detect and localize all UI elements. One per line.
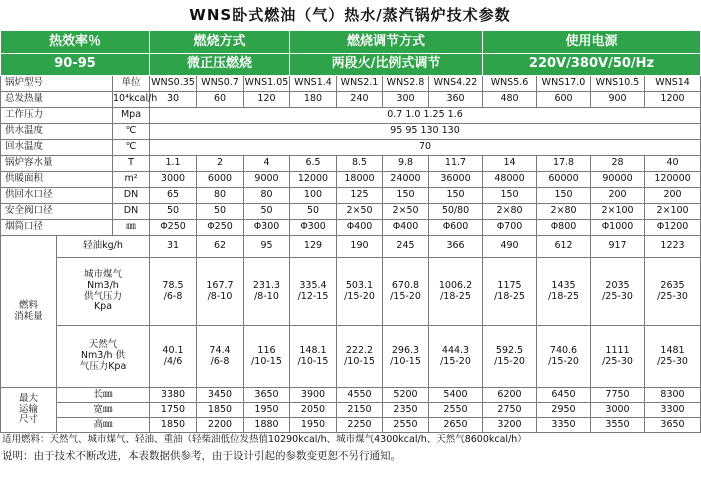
table-row xyxy=(1,418,701,433)
value-cell: 200 xyxy=(645,188,701,204)
value-cell: 1435 /18-25 xyxy=(537,258,591,326)
value-cell: 6000 xyxy=(197,172,244,188)
table-row xyxy=(1,188,701,204)
header-cell: 使用电源 xyxy=(483,31,701,54)
value-cell: 129 xyxy=(290,236,337,258)
table-row xyxy=(1,236,701,258)
row-label: 供水温度 xyxy=(1,124,113,140)
table-row xyxy=(1,258,701,326)
value-cell: 1880 xyxy=(244,418,290,433)
value-cell: 240 xyxy=(337,92,383,108)
model-cell: WNS0.7 xyxy=(197,76,244,92)
value-cell: 190 xyxy=(337,236,383,258)
model-cell: WNS10.5 xyxy=(591,76,645,92)
value-cell: 50 xyxy=(150,204,197,220)
row-label: 烟筒口径 xyxy=(1,220,113,236)
value-cell: 1175 /18-25 xyxy=(483,258,537,326)
value-cell: Φ700 xyxy=(483,220,537,236)
unit-cell: m² xyxy=(113,172,150,188)
value-cell: 95 95 130 130 xyxy=(150,124,701,140)
row-label: 回水温度 xyxy=(1,140,113,156)
value-cell: 9.8 xyxy=(383,156,429,172)
row-label: 锅炉容水量 xyxy=(1,156,113,172)
value-cell: 600 xyxy=(537,92,591,108)
value-cell: 3380 xyxy=(150,388,197,403)
value-cell: 917 xyxy=(591,236,645,258)
model-cell: WNS1.4 xyxy=(290,76,337,92)
value-cell: 3550 xyxy=(591,418,645,433)
value-cell: 2550 xyxy=(429,403,483,418)
value-cell: 1950 xyxy=(244,403,290,418)
model-cell: WNS17.0 xyxy=(537,76,591,92)
value-cell: 2950 xyxy=(537,403,591,418)
value-cell: 3350 xyxy=(537,418,591,433)
value-cell: 31 xyxy=(150,236,197,258)
value-cell: 36000 xyxy=(429,172,483,188)
value-cell: 95 xyxy=(244,236,290,258)
value-cell: 670.8 /15-20 xyxy=(383,258,429,326)
value-cell: 200 xyxy=(591,188,645,204)
value-cell: 2×50 xyxy=(337,204,383,220)
page-title: WNS卧式燃油（气）热水/蒸汽锅炉技术参数 xyxy=(189,6,511,24)
row-label: 高㎜ xyxy=(57,418,150,433)
row-label: 锅炉型号 xyxy=(1,76,113,92)
value-cell: Φ400 xyxy=(383,220,429,236)
table-row xyxy=(1,92,701,108)
value-cell: 3300 xyxy=(645,403,701,418)
table-row xyxy=(1,140,701,156)
value-cell: 296.3 /10-15 xyxy=(383,326,429,388)
model-cell: WNS14 xyxy=(645,76,701,92)
value-cell: 2200 xyxy=(197,418,244,433)
model-cell: WNS2.8 xyxy=(383,76,429,92)
table-row xyxy=(1,54,701,76)
value-cell: 5200 xyxy=(383,388,429,403)
value-cell: Φ1000 xyxy=(591,220,645,236)
value-cell: 300 xyxy=(383,92,429,108)
value-cell: 12000 xyxy=(290,172,337,188)
value-cell: 2550 xyxy=(383,418,429,433)
unit-cell: ㎜ xyxy=(113,220,150,236)
value-cell: 360 xyxy=(429,92,483,108)
value-cell: Φ300 xyxy=(244,220,290,236)
value-cell: Φ600 xyxy=(429,220,483,236)
table-row xyxy=(1,204,701,220)
header-value-cell: 两段火/比例式调节 xyxy=(290,54,483,76)
row-label: 安全阀口径 xyxy=(1,204,113,220)
value-cell: 2635 /25-30 xyxy=(645,258,701,326)
value-cell: Φ800 xyxy=(537,220,591,236)
value-cell: 335.4 /12-15 xyxy=(290,258,337,326)
applicable-fuel-note: 适用燃料：天然气、城市煤气、轻油、重油（轻柴油低位发热值10290kcal/h、城市煤气4300kcal/h、天然气8600kcal/h） xyxy=(2,434,527,445)
value-cell: 2 xyxy=(197,156,244,172)
header-cell: 热效率％ xyxy=(1,31,150,54)
table-row xyxy=(1,220,701,236)
unit-cell: DN xyxy=(113,204,150,220)
value-cell: 6200 xyxy=(483,388,537,403)
value-cell: 50 xyxy=(290,204,337,220)
value-cell: 6450 xyxy=(537,388,591,403)
table-row xyxy=(1,31,701,54)
value-cell: 6.5 xyxy=(290,156,337,172)
value-cell: 80 xyxy=(197,188,244,204)
value-cell: 50 xyxy=(244,204,290,220)
table-row xyxy=(1,326,701,388)
value-cell: 150 xyxy=(483,188,537,204)
value-cell: 480 xyxy=(483,92,537,108)
value-cell: 100 xyxy=(290,188,337,204)
value-cell: 150 xyxy=(383,188,429,204)
value-cell: 2×80 xyxy=(537,204,591,220)
value-cell: 1.1 xyxy=(150,156,197,172)
table-row xyxy=(1,388,701,403)
value-cell: 7750 xyxy=(591,388,645,403)
value-cell: 900 xyxy=(591,92,645,108)
row-label: 长㎜ xyxy=(57,388,150,403)
row-label: 供暖面积 xyxy=(1,172,113,188)
value-cell: 17.8 xyxy=(537,156,591,172)
value-cell: 11.7 xyxy=(429,156,483,172)
value-cell: 116 /10-15 xyxy=(244,326,290,388)
value-cell: 1223 xyxy=(645,236,701,258)
value-cell: 3450 xyxy=(197,388,244,403)
value-cell: 4550 xyxy=(337,388,383,403)
value-cell: 612 xyxy=(537,236,591,258)
value-cell: 148.1 /10-15 xyxy=(290,326,337,388)
value-cell: 2650 xyxy=(429,418,483,433)
value-cell: Φ400 xyxy=(337,220,383,236)
value-cell: 125 xyxy=(337,188,383,204)
row-label: 城市煤气 Nm3/h 供气压力 Kpa xyxy=(57,258,150,326)
model-cell: WNS2.1 xyxy=(337,76,383,92)
value-cell: 120 xyxy=(244,92,290,108)
value-cell: 245 xyxy=(383,236,429,258)
value-cell: 60 xyxy=(197,92,244,108)
value-cell: 48000 xyxy=(483,172,537,188)
value-cell: 120000 xyxy=(645,172,701,188)
value-cell: 50 xyxy=(197,204,244,220)
value-cell: 60000 xyxy=(537,172,591,188)
value-cell: 2×50 xyxy=(383,204,429,220)
table-row xyxy=(1,172,701,188)
value-cell: 1200 xyxy=(645,92,701,108)
value-cell: 1750 xyxy=(150,403,197,418)
value-cell: 90000 xyxy=(591,172,645,188)
unit-cell: DN xyxy=(113,188,150,204)
table-row xyxy=(1,156,701,172)
value-cell: Φ250 xyxy=(197,220,244,236)
header-cell: 燃烧调节方式 xyxy=(290,31,483,54)
header-value-cell: 220V/380V/50/Hz xyxy=(483,54,701,76)
unit-cell: ℃ xyxy=(113,124,150,140)
value-cell: 3000 xyxy=(150,172,197,188)
value-cell: 1111 /25-30 xyxy=(591,326,645,388)
value-cell: 2150 xyxy=(337,403,383,418)
value-cell: 3200 xyxy=(483,418,537,433)
header-value-cell: 微正压燃烧 xyxy=(150,54,290,76)
value-cell: 366 xyxy=(429,236,483,258)
value-cell: 5400 xyxy=(429,388,483,403)
value-cell: 222.2 /10-15 xyxy=(337,326,383,388)
value-cell: 70 xyxy=(150,140,701,156)
header-value-cell: 90-95 xyxy=(1,54,150,76)
row-label: 工作压力 xyxy=(1,108,113,124)
value-cell: 1850 xyxy=(150,418,197,433)
value-cell: 9000 xyxy=(244,172,290,188)
table-row xyxy=(1,76,701,92)
value-cell: 2750 xyxy=(483,403,537,418)
value-cell: 2×100 xyxy=(591,204,645,220)
value-cell: 65 xyxy=(150,188,197,204)
model-cell: WNS4.22 xyxy=(429,76,483,92)
value-cell: 167.7 /8-10 xyxy=(197,258,244,326)
row-label: 天然气 Nm3/h 供 气压力Kpa xyxy=(57,326,150,388)
value-cell: 1006.2 /18-25 xyxy=(429,258,483,326)
table-row xyxy=(1,403,701,418)
spec-table xyxy=(0,30,701,433)
disclaimer-note: 说明：由于技术不断改进，本表数据供参考，由于设计引起的参数变更恕不另行通知。 xyxy=(2,450,401,462)
value-cell: 28 xyxy=(591,156,645,172)
value-cell: 40 xyxy=(645,156,701,172)
row-label: 总发热量 xyxy=(1,92,113,108)
value-cell: 592.5 /15-20 xyxy=(483,326,537,388)
model-cell: WNS1.05 xyxy=(244,76,290,92)
value-cell: 3650 xyxy=(244,388,290,403)
table-row xyxy=(1,108,701,124)
value-cell: 80 xyxy=(244,188,290,204)
value-cell: 150 xyxy=(429,188,483,204)
value-cell: 18000 xyxy=(337,172,383,188)
value-cell: 8.5 xyxy=(337,156,383,172)
value-cell: 0.7 1.0 1.25 1.6 xyxy=(150,108,701,124)
value-cell: 1850 xyxy=(197,403,244,418)
value-cell: 8300 xyxy=(645,388,701,403)
fuel-group-label: 燃料 消耗量 xyxy=(1,236,57,388)
value-cell: 231.3 /8-10 xyxy=(244,258,290,326)
value-cell: 3900 xyxy=(290,388,337,403)
unit-cell: ℃ xyxy=(113,140,150,156)
value-cell: 50/80 xyxy=(429,204,483,220)
value-cell: 2×80 xyxy=(483,204,537,220)
value-cell: 2350 xyxy=(383,403,429,418)
unit-cell: 10⁴kcal/h xyxy=(113,92,150,108)
value-cell: 4 xyxy=(244,156,290,172)
value-cell: 503.1 /15-20 xyxy=(337,258,383,326)
value-cell: 444.3 /15-20 xyxy=(429,326,483,388)
value-cell: 3000 xyxy=(591,403,645,418)
value-cell: 150 xyxy=(537,188,591,204)
unit-cell: Mpa xyxy=(113,108,150,124)
value-cell: 740.6 /15-20 xyxy=(537,326,591,388)
value-cell: 1481 /25-30 xyxy=(645,326,701,388)
value-cell: Φ250 xyxy=(150,220,197,236)
value-cell: 3650 xyxy=(645,418,701,433)
row-label: 轻油kg/h xyxy=(57,236,150,258)
value-cell: 74.4 /6-8 xyxy=(197,326,244,388)
value-cell: 490 xyxy=(483,236,537,258)
row-label: 供回水口径 xyxy=(1,188,113,204)
value-cell: 40.1 /4/6 xyxy=(150,326,197,388)
value-cell: 14 xyxy=(483,156,537,172)
table-row xyxy=(1,124,701,140)
value-cell: 30 xyxy=(150,92,197,108)
value-cell: 2250 xyxy=(337,418,383,433)
unit-cell: 单位 xyxy=(113,76,150,92)
value-cell: 78.5 /6-8 xyxy=(150,258,197,326)
value-cell: Φ300 xyxy=(290,220,337,236)
header-cell: 燃烧方式 xyxy=(150,31,290,54)
value-cell: 62 xyxy=(197,236,244,258)
value-cell: Φ1200 xyxy=(645,220,701,236)
value-cell: 2035 /25-30 xyxy=(591,258,645,326)
value-cell: 1950 xyxy=(290,418,337,433)
value-cell: 2×100 xyxy=(645,204,701,220)
model-cell: WNS0.35 xyxy=(150,76,197,92)
model-cell: WNS5.6 xyxy=(483,76,537,92)
value-cell: 24000 xyxy=(383,172,429,188)
dims-group-label: 最大 运输 尺寸 xyxy=(1,388,57,433)
value-cell: 2050 xyxy=(290,403,337,418)
value-cell: 180 xyxy=(290,92,337,108)
row-label: 宽㎜ xyxy=(57,403,150,418)
unit-cell: T xyxy=(113,156,150,172)
